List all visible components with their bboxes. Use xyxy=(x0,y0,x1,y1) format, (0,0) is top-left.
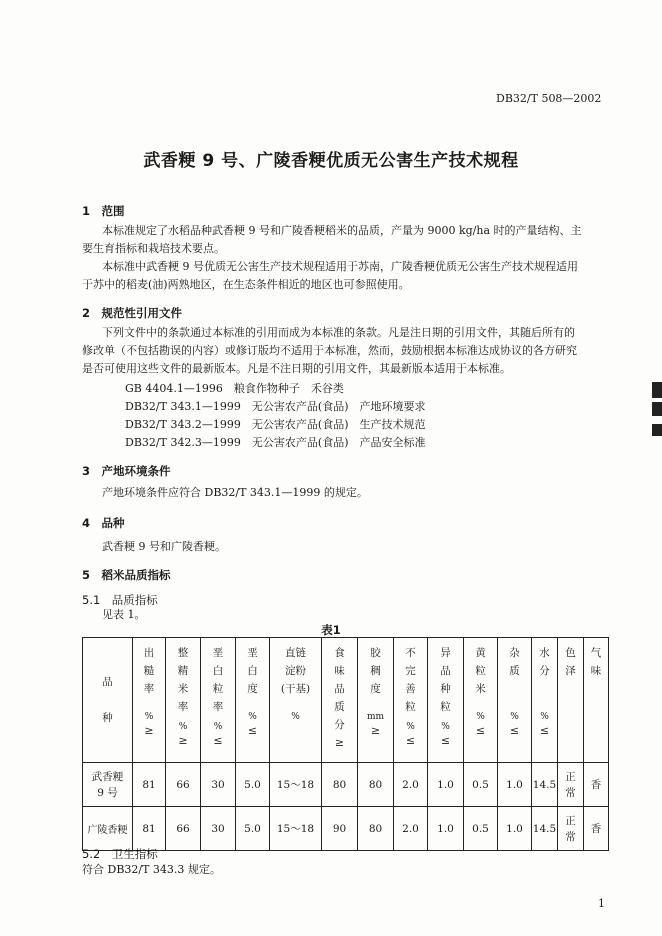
table-cell: 5.0 xyxy=(236,763,270,807)
column-header: 异 品 种 粒 % ≤ xyxy=(428,638,464,763)
table-cell: 香 xyxy=(584,763,609,807)
table-cell: 30 xyxy=(201,763,236,807)
table-caption: 表1 xyxy=(321,623,341,637)
section-5-1-text: 见表 1。 xyxy=(102,608,146,621)
table-cell: 14.5 xyxy=(532,807,558,851)
section-3-heading: 3 产地环境条件 xyxy=(82,464,171,478)
section-5-2-text: 符合 DB32/T 343.3 规定。 xyxy=(82,863,221,876)
section-4-para: 武香粳 9 号和广陵香粳。 xyxy=(102,540,226,553)
section-2-para-1-cont2: 是否可使用这些文件的最新版本。凡是不注日期的引用文件，其最新版本适用于本标准。 xyxy=(82,362,511,375)
table-cell: 66 xyxy=(166,807,201,851)
section-2-para-1: 下列文件中的条款通过本标准的引用而成为本标准的条款。凡是注日期的引用文件，其随后所有的 xyxy=(102,326,575,339)
table-cell: 80 xyxy=(322,763,358,807)
variety-cell: 武香粳 9 号 xyxy=(83,763,133,807)
section-4-heading: 4 品种 xyxy=(82,516,125,530)
table-cell: 90 xyxy=(322,807,358,851)
variety-cell: 广陵香粳 xyxy=(83,807,133,851)
document-id: DB32/T 508—2002 xyxy=(496,92,602,105)
section-1-para-2: 本标准中武香粳 9 号优质无公害生产技术规程适用于苏南，广陵香粳优质无公害生产技术规程适用 xyxy=(102,260,578,273)
reference-item: DB32/T 342.3—1999 无公害农产品(食品) 产品安全标准 xyxy=(125,436,426,449)
section-1-para-1-cont: 要生育指标和栽培技术要点。 xyxy=(82,242,225,255)
table-cell: 80 xyxy=(358,807,394,851)
table-cell: 81 xyxy=(133,763,166,807)
column-header: 气 味 xyxy=(584,638,609,763)
column-header: 不 完 善 粒 % ≤ xyxy=(394,638,428,763)
column-header: 色 泽 xyxy=(558,638,584,763)
page-number: 1 xyxy=(598,897,605,910)
reference-item: GB 4404.1—1996 粮食作物种子 禾谷类 xyxy=(125,382,344,395)
scan-mark xyxy=(652,424,662,436)
section-2-heading: 2 规范性引用文件 xyxy=(82,306,183,320)
column-header: 水 分 % ≤ xyxy=(532,638,558,763)
table-cell: 香 xyxy=(584,807,609,851)
table-row xyxy=(83,807,609,851)
table-row xyxy=(83,763,609,807)
table-cell: 1.0 xyxy=(428,807,464,851)
table-cell: 2.0 xyxy=(394,763,428,807)
table-cell: 正常 xyxy=(558,807,584,851)
table-cell: 1.0 xyxy=(498,807,532,851)
section-5-2-heading: 5.2 卫生指标 xyxy=(82,847,158,861)
column-header: 食 味 品 质 分 ≥ xyxy=(322,638,358,763)
scan-mark xyxy=(652,382,662,398)
quality-table xyxy=(82,637,609,851)
column-header: 出 糙 率 % ≥ xyxy=(133,638,166,763)
column-header: 杂 质 % ≤ xyxy=(498,638,532,763)
section-2-para-1-cont: 修改单（不包括勘误的内容）或修订版均不适用于本标准，然而，鼓励根据本标准达成协议的各方研究 xyxy=(82,344,577,357)
table-cell: 5.0 xyxy=(236,807,270,851)
table-cell: 15～18 xyxy=(270,807,322,851)
table-cell: 1.0 xyxy=(498,763,532,807)
reference-item: DB32/T 343.1—1999 无公害农产品(食品) 产地环境要求 xyxy=(125,400,426,413)
table-cell: 30 xyxy=(201,807,236,851)
scan-mark xyxy=(652,402,662,416)
section-1-heading: 1 范围 xyxy=(82,204,125,218)
column-header: 整 精 米 率 % ≥ xyxy=(166,638,201,763)
table-cell: 正常 xyxy=(558,763,584,807)
column-header: 直链 淀粉 (干基) % xyxy=(270,638,322,763)
section-1-para-1: 本标准规定了水稻品种武香粳 9 号和广陵香粳稻米的品质，产量为 9000 kg/ha 时的产量结构、主 xyxy=(102,224,582,237)
variety-header: 品 种 xyxy=(83,638,133,763)
section-3-para: 产地环境条件应符合 DB32/T 343.1—1999 的规定。 xyxy=(102,486,368,499)
table-cell: 66 xyxy=(166,763,201,807)
section-5-1-heading: 5.1 品质指标 xyxy=(82,593,158,607)
table-cell: 2.0 xyxy=(394,807,428,851)
reference-item: DB32/T 343.2—1999 无公害农产品(食品) 生产技术规范 xyxy=(125,418,426,431)
table-cell: 0.5 xyxy=(464,763,498,807)
column-header: 胶 稠 度 mm ≥ xyxy=(358,638,394,763)
table-cell: 15～18 xyxy=(270,763,322,807)
table-cell: 81 xyxy=(133,807,166,851)
column-header: 黄 粒 米 % ≤ xyxy=(464,638,498,763)
page-title: 武香粳 9 号、广陵香粳优质无公害生产技术规程 xyxy=(143,151,519,171)
table-cell: 0.5 xyxy=(464,807,498,851)
column-header: 垩 白 度 % ≤ xyxy=(236,638,270,763)
table-cell: 14.5 xyxy=(532,763,558,807)
column-header: 垩 白 粒 率 % ≤ xyxy=(201,638,236,763)
table-cell: 80 xyxy=(358,763,394,807)
section-1-para-2-cont: 于苏中的稻麦(油)两熟地区，在生态条件相近的地区也可参照使用。 xyxy=(82,278,410,291)
section-5-heading: 5 稻米品质指标 xyxy=(82,568,171,582)
table-cell: 1.0 xyxy=(428,763,464,807)
